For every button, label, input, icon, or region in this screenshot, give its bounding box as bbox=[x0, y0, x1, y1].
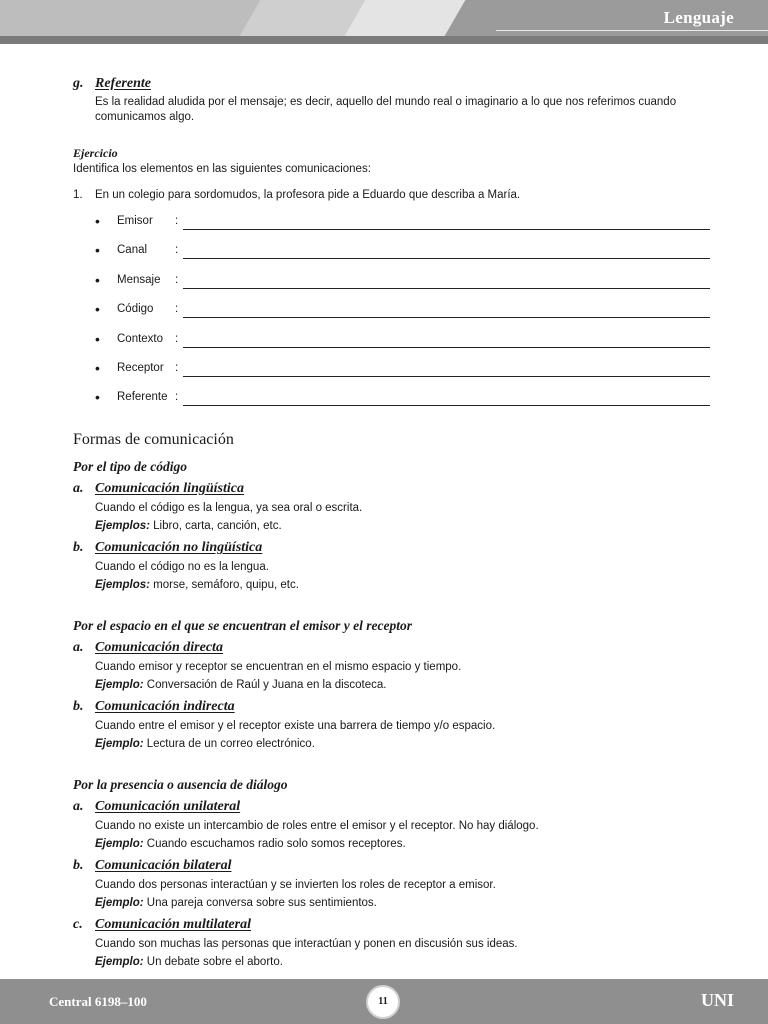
answer-field-row bbox=[95, 391, 710, 409]
item-example bbox=[95, 578, 725, 593]
item-example bbox=[95, 678, 725, 693]
item-example bbox=[95, 737, 725, 752]
answer-field-row bbox=[95, 330, 710, 351]
field-label: Código bbox=[117, 303, 154, 316]
field-label: Contexto bbox=[117, 332, 164, 345]
item-letter: g. bbox=[73, 76, 84, 91]
field-colon: : bbox=[175, 273, 179, 286]
item-letter: b. bbox=[73, 699, 84, 714]
item-title: Referente bbox=[95, 76, 151, 91]
example-label: Ejemplo: bbox=[95, 679, 144, 691]
bullet: • bbox=[95, 301, 100, 318]
item-description: Cuando no existe un intercambio de roles entre el emisor y el receptor. No hay diálogo. bbox=[95, 820, 539, 832]
footer-phone: Central 6198–100 bbox=[49, 994, 147, 1009]
example-text: Cuando escuchamos radio solo somos receptores. bbox=[143, 838, 406, 850]
answer-line[interactable] bbox=[183, 317, 710, 318]
field-colon: : bbox=[175, 391, 179, 404]
field-label: Emisor bbox=[117, 215, 153, 227]
question-number: 1. bbox=[73, 189, 83, 201]
example-text: Libro, carta, canción, etc. bbox=[149, 520, 282, 532]
item-letter: b. bbox=[73, 858, 84, 873]
field-colon: : bbox=[175, 332, 179, 345]
section-title: Formas de comunicación bbox=[73, 431, 234, 448]
item-title: Comunicación indirecta bbox=[95, 699, 235, 714]
item-example bbox=[95, 896, 725, 911]
header-underline bbox=[496, 30, 768, 31]
item-title: Comunicación unilateral bbox=[95, 799, 241, 814]
example-text: Un debate sobre el aborto. bbox=[143, 956, 283, 968]
field-colon: : bbox=[175, 215, 179, 227]
answer-field-row bbox=[95, 244, 710, 262]
answer-field-row bbox=[95, 303, 710, 321]
item-description: Cuando emisor y receptor se encuentran en el mismo espacio y tiempo. bbox=[95, 661, 462, 673]
field-label: Referente bbox=[117, 391, 168, 404]
exercise-instruction: Identifica los elementos en las siguientes comunicaciones: bbox=[73, 163, 371, 175]
example-text: Una pareja conversa sobre sus sentimientos. bbox=[143, 897, 377, 909]
subsection-heading: Por el tipo de código bbox=[73, 459, 187, 474]
bullet: • bbox=[95, 330, 100, 347]
answer-field-row bbox=[95, 215, 710, 233]
item-description: Cuando entre el emisor y el receptor existe una barrera de tiempo y/o espacio. bbox=[95, 720, 496, 732]
answer-line[interactable] bbox=[183, 288, 710, 289]
bullet: • bbox=[95, 389, 100, 406]
answer-line[interactable] bbox=[183, 405, 710, 406]
answer-field-row bbox=[95, 362, 710, 380]
bullet: • bbox=[95, 213, 100, 229]
exercise-heading: Ejercicio bbox=[73, 146, 118, 160]
header-decor-band bbox=[0, 0, 280, 36]
example-label: Ejemplos: bbox=[95, 520, 150, 532]
item-letter: a. bbox=[73, 640, 84, 655]
header-bar bbox=[0, 36, 768, 44]
item-title: Comunicación no lingüística bbox=[95, 540, 263, 555]
example-label: Ejemplo: bbox=[95, 838, 144, 850]
example-text: Conversación de Raúl y Juana en la discoteca. bbox=[143, 679, 387, 691]
item-letter: b. bbox=[73, 540, 84, 555]
item-example bbox=[95, 519, 725, 534]
field-colon: : bbox=[175, 244, 179, 257]
field-label: Canal bbox=[117, 244, 148, 257]
answer-line[interactable] bbox=[183, 347, 710, 348]
example-label: Ejemplo: bbox=[95, 956, 144, 968]
item-title: Comunicación bilateral bbox=[95, 858, 232, 873]
item-letter: a. bbox=[73, 799, 84, 814]
header-title: Lenguaje bbox=[663, 8, 734, 27]
example-label: Ejemplo: bbox=[95, 897, 144, 909]
item-description: Cuando el código es la lengua, ya sea oral o escrita. bbox=[95, 502, 363, 514]
header-decor-band bbox=[345, 0, 466, 36]
subsection-heading: Por la presencia o ausencia de diálogo bbox=[73, 777, 288, 792]
item-example bbox=[95, 837, 725, 852]
bullet: • bbox=[95, 271, 100, 288]
field-label: Mensaje bbox=[117, 273, 161, 286]
answer-field-row bbox=[95, 271, 710, 292]
subsection-heading: Por el espacio en el que se encuentran el emisor y el receptor bbox=[73, 618, 412, 633]
question-text: En un colegio para sordomudos, la profesora pide a Eduardo que describa a María. bbox=[95, 189, 521, 201]
item-example bbox=[95, 955, 725, 970]
page-header bbox=[0, 0, 768, 44]
item-description: Cuando son muchas las personas que interactúan y ponen en discusión sus ideas. bbox=[95, 938, 518, 950]
answer-line[interactable] bbox=[183, 229, 710, 230]
answer-line[interactable] bbox=[183, 258, 710, 259]
example-label: Ejemplos: bbox=[95, 579, 150, 591]
example-label: Ejemplo: bbox=[95, 738, 144, 750]
item-description: Cuando el código no es la lengua. bbox=[95, 561, 269, 573]
answer-line[interactable] bbox=[183, 376, 710, 377]
example-text: morse, semáforo, quipu, etc. bbox=[149, 579, 299, 591]
item-description: Es la realidad aludida por el mensaje; es decir, aquello del mundo real o imaginario a lo que nos referimos cuando comunicamos algo. bbox=[95, 96, 677, 123]
bullet: • bbox=[95, 242, 100, 259]
field-colon: : bbox=[175, 362, 179, 374]
page-number: 11 bbox=[366, 985, 400, 1019]
item-title: Comunicación multilateral bbox=[95, 917, 251, 932]
bullet: • bbox=[95, 360, 100, 376]
item-letter: a. bbox=[73, 481, 84, 496]
item-letter: c. bbox=[73, 917, 83, 932]
item-title: Comunicación directa bbox=[95, 640, 223, 655]
field-colon: : bbox=[175, 303, 179, 316]
field-label: Receptor bbox=[117, 362, 164, 374]
footer-brand: UNI bbox=[700, 990, 734, 1010]
item-title: Comunicación lingüística bbox=[95, 481, 244, 496]
item-description: Cuando dos personas interactúan y se invierten los roles de receptor a emisor. bbox=[95, 879, 496, 891]
example-text: Lectura de un correo electrónico. bbox=[143, 738, 315, 750]
